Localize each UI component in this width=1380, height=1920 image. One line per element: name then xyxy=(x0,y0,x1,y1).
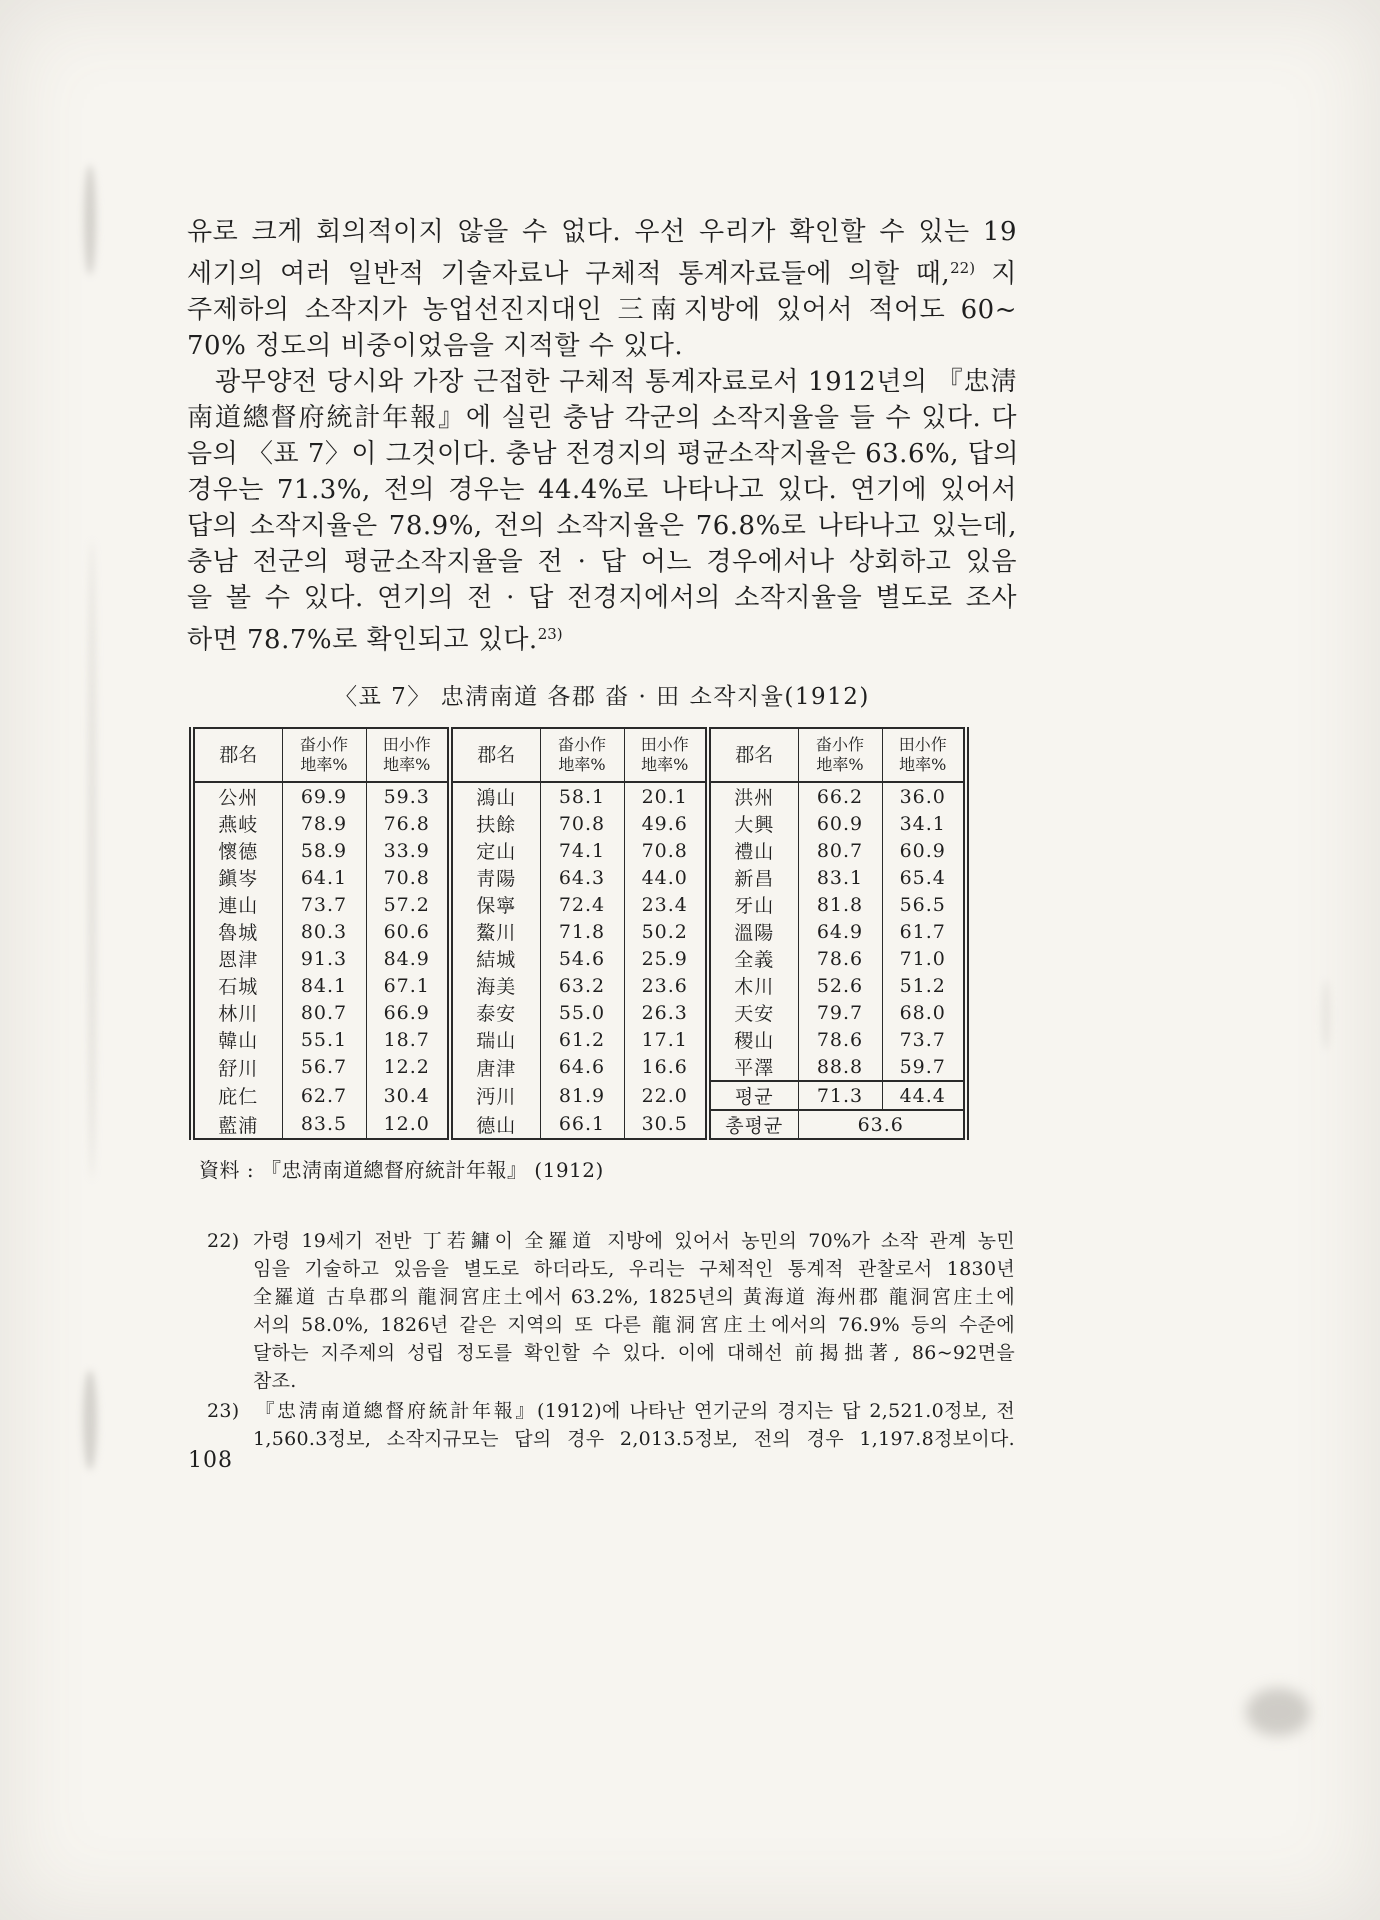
footnote-text: 『忠淸南道總督府統計年報』(1912)에 나타난 연기군의 경지는 답 2,521.0정보, 전 xyxy=(253,1400,1015,1422)
table-row xyxy=(192,837,966,864)
header-line: 地率% xyxy=(383,755,431,774)
scan-artifact xyxy=(1246,1688,1310,1736)
header-line: 畓小作 xyxy=(299,735,348,754)
cell-paddy-rate: 66.1 xyxy=(540,1110,624,1139)
cell-paddy-rate: 66.2 xyxy=(798,782,882,810)
header-county: 郡名 xyxy=(708,728,798,782)
cell-paddy-rate: 78.9 xyxy=(282,810,366,837)
cell-field-rate: 33.9 xyxy=(366,837,450,864)
footnote-text: 가령 19세기 전반 丁若鏞이 全羅道 지방에 있어서 농민의 70%가 소작 관계 농민 xyxy=(253,1230,1015,1252)
header-field-rate xyxy=(366,728,450,782)
cell-field-rate: 71.0 xyxy=(882,945,966,972)
table-row xyxy=(192,945,966,972)
header-line: 畓小作 xyxy=(815,735,864,754)
text-line: 충남 전군의 평균소작지율을 전 · 답 어느 경우에서나 상회하고 있음 xyxy=(187,547,1017,577)
cell-paddy-rate: 83.1 xyxy=(798,864,882,891)
cell-paddy-rate: 84.1 xyxy=(282,972,366,999)
tenancy-rate-table xyxy=(189,727,969,1140)
cell-paddy-rate: 55.1 xyxy=(282,1026,366,1053)
cell-county: 牙山 xyxy=(708,891,798,918)
cell-county: 懷德 xyxy=(192,837,282,864)
cell-paddy-rate: 88.8 xyxy=(798,1053,882,1081)
cell-paddy-rate: 81.8 xyxy=(798,891,882,918)
cell-field-rate: 76.8 xyxy=(366,810,450,837)
text-segment: 하면 78.7%로 확인되고 있다. xyxy=(187,625,538,655)
cell-county: 鰲川 xyxy=(450,918,540,945)
footnote-line: 달하는 지주제의 성립 정도를 확인할 수 있다. 이에 대해선 前揭拙著, 86~92면을 xyxy=(253,1342,1015,1364)
cell-field-rate: 16.6 xyxy=(624,1053,708,1081)
cell-county: 德山 xyxy=(450,1110,540,1139)
cell-paddy-rate: 62.7 xyxy=(282,1081,366,1110)
header-line: 地率% xyxy=(816,755,864,774)
cell-county: 林川 xyxy=(192,999,282,1026)
cell-field-rate: 26.3 xyxy=(624,999,708,1026)
footnote-23 xyxy=(207,1397,1015,1453)
table-row xyxy=(192,1053,966,1081)
text-line: 주제하의 소작지가 농업선진지대인 三南지방에 있어서 적어도 60~ xyxy=(187,295,1017,325)
cell-paddy-rate: 69.9 xyxy=(282,782,366,810)
cell-county: 扶餘 xyxy=(450,810,540,837)
cell-county: 庇仁 xyxy=(192,1081,282,1110)
table-row xyxy=(192,864,966,891)
table-row xyxy=(192,782,966,810)
cell-paddy-rate: 72.4 xyxy=(540,891,624,918)
cell-field-rate: 59.3 xyxy=(366,782,450,810)
header-county: 郡名 xyxy=(450,728,540,782)
cell-field-rate: 30.4 xyxy=(366,1081,450,1110)
cell-paddy-rate: 80.7 xyxy=(798,837,882,864)
cell-county: 禮山 xyxy=(708,837,798,864)
cell-county: 新昌 xyxy=(708,864,798,891)
table-row xyxy=(192,918,966,945)
cell-county: 溫陽 xyxy=(708,918,798,945)
cell-paddy-rate: 73.7 xyxy=(282,891,366,918)
cell-total-value: 63.6 xyxy=(798,1110,966,1139)
header-county: 郡名 xyxy=(192,728,282,782)
cell-county: 鎭岑 xyxy=(192,864,282,891)
cell-paddy-rate: 80.3 xyxy=(282,918,366,945)
cell-county: 石城 xyxy=(192,972,282,999)
cell-field-rate: 34.1 xyxy=(882,810,966,837)
cell-county: 洪州 xyxy=(708,782,798,810)
header-line: 地率% xyxy=(899,755,947,774)
text-segment: 지 xyxy=(991,259,1017,289)
source-note: 資料 : 『忠淸南道總督府統計年報』 (1912) xyxy=(199,1158,604,1182)
cell-field-rate: 60.6 xyxy=(366,918,450,945)
cell-total-label: 총평균 xyxy=(708,1110,798,1139)
cell-field-rate: 56.5 xyxy=(882,891,966,918)
table-row xyxy=(192,891,966,918)
cell-county: 平澤 xyxy=(708,1053,798,1081)
header-line: 田小作 xyxy=(898,735,947,754)
cell-average-field: 44.4 xyxy=(882,1081,966,1110)
cell-paddy-rate: 55.0 xyxy=(540,999,624,1026)
table-row xyxy=(192,999,966,1026)
body-text xyxy=(187,214,1017,658)
footnote-line: 참조. xyxy=(253,1370,297,1392)
cell-paddy-rate: 54.6 xyxy=(540,945,624,972)
cell-county: 沔川 xyxy=(450,1081,540,1110)
cell-county: 連山 xyxy=(192,891,282,918)
scan-artifact xyxy=(83,1370,97,1470)
cell-field-rate: 66.9 xyxy=(366,999,450,1026)
cell-field-rate: 49.6 xyxy=(624,810,708,837)
cell-county: 保寧 xyxy=(450,891,540,918)
cell-county: 舒川 xyxy=(192,1053,282,1081)
cell-average-paddy: 71.3 xyxy=(798,1081,882,1110)
cell-county: 全義 xyxy=(708,945,798,972)
cell-field-rate: 57.2 xyxy=(366,891,450,918)
cell-paddy-rate: 80.7 xyxy=(282,999,366,1026)
scan-artifact xyxy=(84,165,96,275)
footnote-22 xyxy=(207,1227,1015,1395)
text-line xyxy=(187,616,1017,658)
cell-field-rate: 73.7 xyxy=(882,1026,966,1053)
cell-county: 瑞山 xyxy=(450,1026,540,1053)
header-paddy-rate xyxy=(540,728,624,782)
cell-paddy-rate: 60.9 xyxy=(798,810,882,837)
header-line: 田小作 xyxy=(382,735,431,754)
cell-field-rate: 70.8 xyxy=(366,864,450,891)
text-line: 경우는 71.3%, 전의 경우는 44.4%로 나타나고 있다. 연기에 있어서 xyxy=(187,475,1017,505)
cell-field-rate: 65.4 xyxy=(882,864,966,891)
footnote-line: 서의 58.0%, 1826년 같은 지역의 또 다른 龍洞宮庄土에서의 76.9% 등의 수준에 xyxy=(253,1314,1015,1336)
cell-county: 藍浦 xyxy=(192,1110,282,1139)
cell-county: 結城 xyxy=(450,945,540,972)
text-line xyxy=(187,250,1017,292)
cell-field-rate: 23.4 xyxy=(624,891,708,918)
footnote-line: 全羅道 古阜郡의 龍洞宮庄土에서 63.2%, 1825년의 黃海道 海州郡 龍洞宮庄土에 xyxy=(253,1286,1015,1308)
header-paddy-rate xyxy=(798,728,882,782)
cell-field-rate: 17.1 xyxy=(624,1026,708,1053)
cell-field-rate: 22.0 xyxy=(624,1081,708,1110)
cell-paddy-rate: 58.9 xyxy=(282,837,366,864)
cell-county: 定山 xyxy=(450,837,540,864)
cell-field-rate: 36.0 xyxy=(882,782,966,810)
cell-paddy-rate: 61.2 xyxy=(540,1026,624,1053)
cell-field-rate: 50.2 xyxy=(624,918,708,945)
table-row xyxy=(192,1110,966,1139)
cell-county: 稷山 xyxy=(708,1026,798,1053)
cell-average-label: 평균 xyxy=(708,1081,798,1110)
cell-field-rate: 70.8 xyxy=(624,837,708,864)
cell-county: 天安 xyxy=(708,999,798,1026)
cell-paddy-rate: 63.2 xyxy=(540,972,624,999)
text-line: 南道總督府統計年報』에 실린 충남 각군의 소작지율을 들 수 있다. 다 xyxy=(187,403,1017,433)
footnote-number: 22) xyxy=(207,1230,240,1252)
cell-field-rate: 68.0 xyxy=(882,999,966,1026)
cell-paddy-rate: 78.6 xyxy=(798,945,882,972)
cell-paddy-rate: 70.8 xyxy=(540,810,624,837)
text-line: 광무양전 당시와 가장 근접한 구체적 통계자료로서 1912년의 『忠淸 xyxy=(215,367,1017,397)
footnote-line: 임을 기술하고 있음을 별도로 하더라도, 우리는 구체적인 통계적 관찰로서 1830년 xyxy=(253,1258,1015,1280)
cell-field-rate: 67.1 xyxy=(366,972,450,999)
cell-county: 燕岐 xyxy=(192,810,282,837)
cell-paddy-rate: 58.1 xyxy=(540,782,624,810)
header-field-rate xyxy=(882,728,966,782)
cell-county: 恩津 xyxy=(192,945,282,972)
cell-field-rate: 84.9 xyxy=(366,945,450,972)
header-line: 地率% xyxy=(300,755,348,774)
cell-paddy-rate: 64.9 xyxy=(798,918,882,945)
footnote-ref-23: 23) xyxy=(537,625,563,643)
cell-field-rate: 59.7 xyxy=(882,1053,966,1081)
cell-field-rate: 60.9 xyxy=(882,837,966,864)
cell-field-rate: 30.5 xyxy=(624,1110,708,1139)
cell-paddy-rate: 64.6 xyxy=(540,1053,624,1081)
cell-paddy-rate: 81.9 xyxy=(540,1081,624,1110)
header-line: 畓小作 xyxy=(557,735,606,754)
cell-county: 大興 xyxy=(708,810,798,837)
cell-field-rate: 12.0 xyxy=(366,1110,450,1139)
cell-paddy-rate: 52.6 xyxy=(798,972,882,999)
cell-field-rate: 25.9 xyxy=(624,945,708,972)
footnote-line: 1,560.3정보, 소작지규모는 답의 경우 2,013.5정보, 전의 경우 1,197.8정보이다. xyxy=(253,1428,1015,1450)
cell-field-rate: 12.2 xyxy=(366,1053,450,1081)
scan-artifact xyxy=(1322,980,1330,1050)
table-row xyxy=(192,1081,966,1110)
text-line: 을 볼 수 있다. 연기의 전 · 답 전경지에서의 소작지율을 별도로 조사 xyxy=(187,583,1017,613)
page-content xyxy=(187,214,1017,1453)
header-line: 田小作 xyxy=(640,735,689,754)
cell-paddy-rate: 74.1 xyxy=(540,837,624,864)
table-header-row xyxy=(192,728,966,782)
cell-field-rate: 61.7 xyxy=(882,918,966,945)
text-line: 음의 〈표 7〉이 그것이다. 충남 전경지의 평균소작지율은 63.6%, 답의 xyxy=(187,439,1019,469)
cell-county: 韓山 xyxy=(192,1026,282,1053)
cell-county: 靑陽 xyxy=(450,864,540,891)
cell-paddy-rate: 78.6 xyxy=(798,1026,882,1053)
footnotes xyxy=(207,1227,1015,1453)
cell-county: 公州 xyxy=(192,782,282,810)
table-row xyxy=(192,972,966,999)
cell-paddy-rate: 79.7 xyxy=(798,999,882,1026)
scan-artifact xyxy=(88,540,96,1180)
cell-field-rate: 44.0 xyxy=(624,864,708,891)
cell-paddy-rate: 83.5 xyxy=(282,1110,366,1139)
footnote-ref-22: 22) xyxy=(950,259,976,277)
cell-paddy-rate: 64.1 xyxy=(282,864,366,891)
cell-paddy-rate: 91.3 xyxy=(282,945,366,972)
footnote-line xyxy=(207,1227,1015,1255)
page-number: 108 xyxy=(188,1448,233,1473)
text-line: 답의 소작지율은 78.9%, 전의 소작지율은 76.8%로 나타나고 있는데, xyxy=(187,511,1017,541)
cell-field-rate: 20.1 xyxy=(624,782,708,810)
header-paddy-rate xyxy=(282,728,366,782)
cell-county: 木川 xyxy=(708,972,798,999)
cell-county: 魯城 xyxy=(192,918,282,945)
cell-paddy-rate: 56.7 xyxy=(282,1053,366,1081)
text-segment: 세기의 여러 일반적 기술자료나 구체적 통계자료들에 의할 때, xyxy=(187,259,951,289)
header-field-rate xyxy=(624,728,708,782)
cell-county: 鴻山 xyxy=(450,782,540,810)
cell-field-rate: 18.7 xyxy=(366,1026,450,1053)
text-line: 유로 크게 회의적이지 않을 수 없다. 우선 우리가 확인할 수 있는 19 xyxy=(187,217,1017,247)
cell-field-rate: 51.2 xyxy=(882,972,966,999)
footnote-line xyxy=(207,1397,1015,1425)
table-row xyxy=(192,1026,966,1053)
table-title: 〈표 7〉 忠淸南道 各郡 畓 · 田 소작지율(1912) xyxy=(334,684,870,710)
table-row xyxy=(192,810,966,837)
header-line: 地率% xyxy=(641,755,689,774)
cell-county: 海美 xyxy=(450,972,540,999)
header-line: 地率% xyxy=(558,755,606,774)
cell-county: 唐津 xyxy=(450,1053,540,1081)
footnote-number: 23) xyxy=(207,1400,240,1422)
cell-paddy-rate: 64.3 xyxy=(540,864,624,891)
cell-county: 泰安 xyxy=(450,999,540,1026)
cell-paddy-rate: 71.8 xyxy=(540,918,624,945)
text-line: 70% 정도의 비중이었음을 지적할 수 있다. xyxy=(187,331,684,361)
cell-field-rate: 23.6 xyxy=(624,972,708,999)
